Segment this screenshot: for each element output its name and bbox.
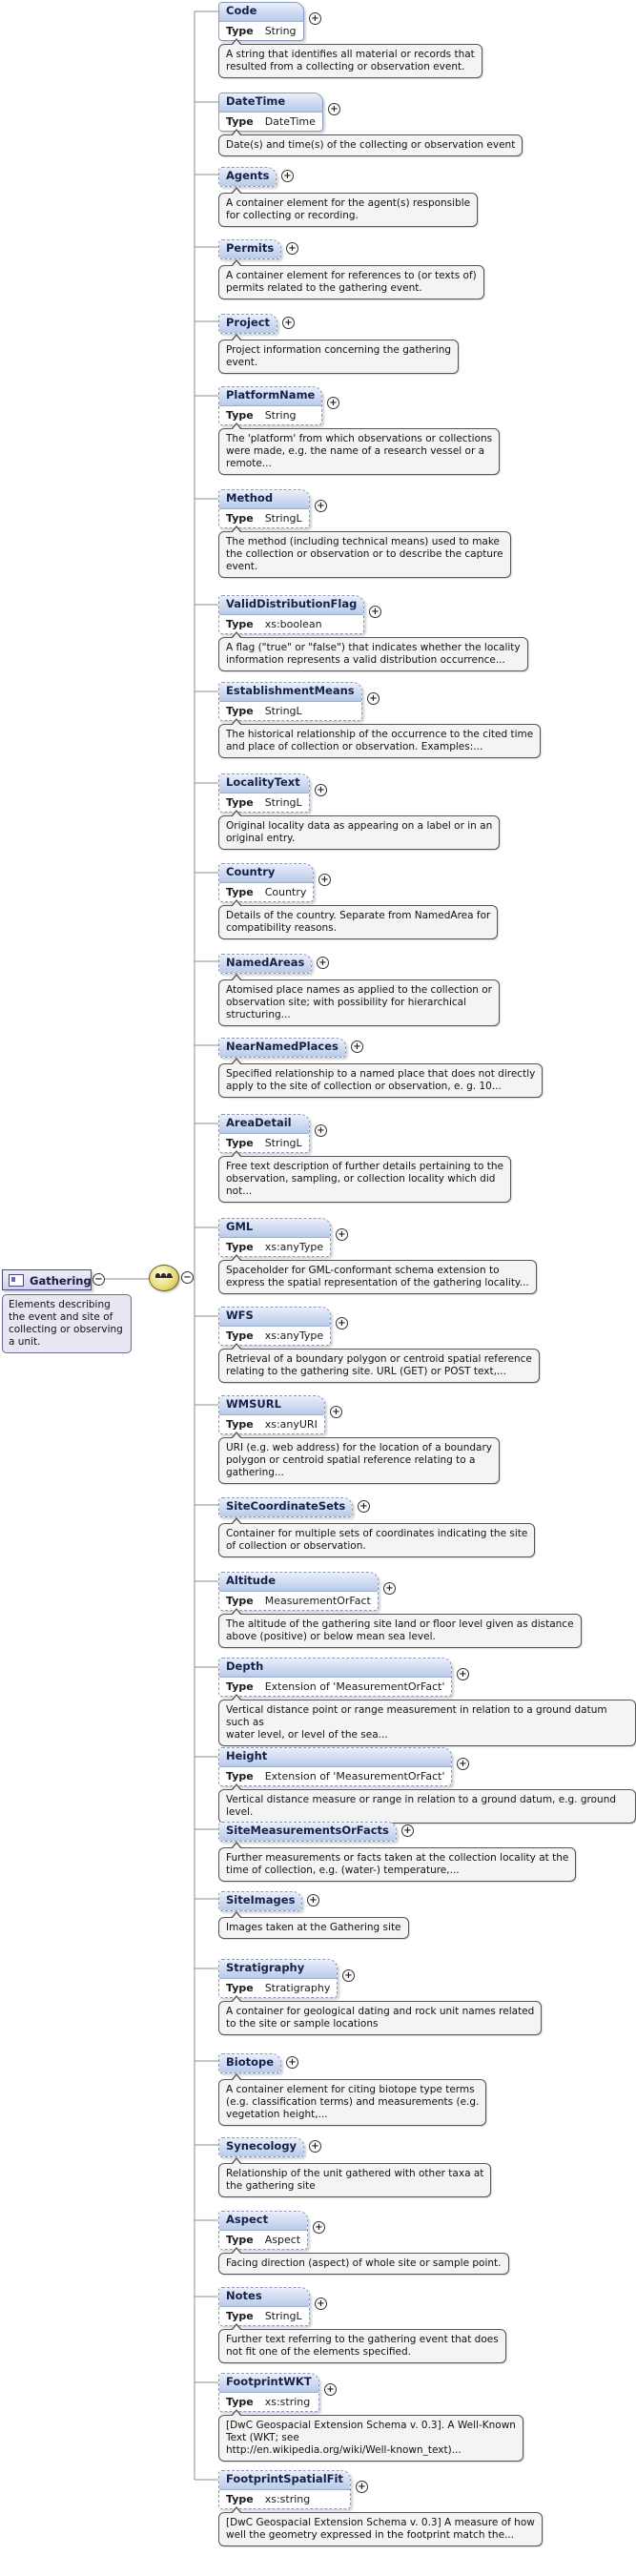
element-name: Stratigraphy: [219, 1960, 337, 1978]
description-line: polygon or centroid spatial reference relating to a: [226, 1454, 476, 1466]
element-type-row: [219, 1133, 309, 1152]
description-line: Specified relationship to a named place that does not directly: [226, 1068, 536, 1080]
expand-icon[interactable]: +: [286, 2056, 298, 2069]
type-label: Type: [226, 2492, 254, 2505]
element-name: NearNamedPlaces: [219, 1039, 345, 1057]
element-description: [218, 1789, 636, 1824]
type-value: StringL: [264, 704, 302, 717]
element-type-row: [219, 2306, 309, 2325]
element-code[interactable]: [218, 2, 304, 41]
type-value: MeasurementOrFact: [264, 1594, 371, 1607]
description-line: Further measurements or facts taken at the collection locality at the: [226, 1852, 569, 1864]
description-line: Spaceholder for GML-conformant schema extension to: [226, 1265, 500, 1276]
element-type-row: [219, 2392, 318, 2411]
element-type-row: [219, 1591, 378, 1610]
description-line: The historical relationship of the occurrence to the cited time: [226, 729, 534, 740]
element-name: EstablishmentMeans: [219, 683, 361, 701]
type-value: Aspect: [264, 2233, 301, 2246]
element-name: PlatformName: [219, 387, 321, 405]
description-line: URI (e.g. web address) for the location of a boundary: [226, 1442, 492, 1453]
element-name: Agents: [219, 168, 276, 186]
type-value: Extension of 'MeasurementOrFact': [264, 1769, 445, 1783]
description-line: above (positive) or below mean sea level.: [226, 1631, 436, 1642]
expand-icon[interactable]: +: [317, 957, 329, 969]
description-line: [DwC Geospacial Extension Schema v. 0.3]. A Well-Known: [226, 2420, 516, 2431]
element-biotope[interactable]: [218, 2053, 281, 2073]
element-name: WFS: [219, 1308, 330, 1326]
expand-icon[interactable]: +: [309, 12, 321, 25]
element-type-row: [219, 1766, 451, 1785]
description-line: observation site; with possibility for hierarchical: [226, 997, 467, 1008]
element-name: NamedAreas: [219, 955, 311, 973]
type-label: Type: [226, 1136, 254, 1149]
element-name: Aspect: [219, 2212, 307, 2230]
element-description: [218, 724, 541, 758]
description-line: Vertical distance point or range measurement in relation to a ground datum such as: [226, 1704, 607, 1728]
element-type-row: [219, 2230, 307, 2249]
element-description: [218, 2415, 523, 2462]
type-value: xs:anyType: [264, 1329, 324, 1342]
element-type-row: [219, 1978, 337, 1997]
expand-icon[interactable]: +: [367, 692, 380, 705]
element-type-row: [219, 882, 313, 901]
expand-icon[interactable]: +: [286, 242, 298, 255]
element-description: [218, 815, 500, 850]
type-label: Type: [226, 2233, 254, 2246]
element-name: Country: [219, 864, 313, 882]
element-description: [218, 1260, 537, 1294]
element-description: [218, 1063, 543, 1098]
element-named-areas[interactable]: [218, 954, 312, 974]
type-label: Type: [226, 704, 254, 717]
type-label: Type: [226, 1680, 254, 1693]
expand-icon[interactable]: +: [358, 1500, 370, 1513]
element-description: [218, 2253, 509, 2275]
description-line: A flag ("true" or "false") that indicates whether the locality: [226, 642, 521, 653]
element-aspect[interactable]: [218, 2211, 308, 2250]
element-type-row: [219, 793, 309, 812]
element-type-row: [219, 112, 322, 131]
type-value: xs:anyType: [264, 1240, 324, 1253]
element-wfs[interactable]: [218, 1307, 331, 1346]
type-value: String: [264, 24, 297, 37]
element-notes[interactable]: [218, 2287, 310, 2326]
element-altitude[interactable]: [218, 1572, 379, 1611]
expand-icon[interactable]: +: [324, 2383, 337, 2396]
element-description: [218, 2001, 542, 2035]
expand-icon[interactable]: +: [351, 1041, 363, 1053]
description-line: express the spatial representation of the gathering locality...: [226, 1277, 529, 1288]
element-description: [218, 44, 482, 78]
expand-icon[interactable]: +: [315, 500, 327, 512]
description-line: (e.g. classification terms) and measurements (e.g.: [226, 2096, 480, 2108]
description-line: event.: [226, 561, 258, 572]
description-line: Date(s) and time(s) of the collecting or observation event: [226, 139, 516, 151]
element-description: [218, 531, 511, 578]
description-line: compatibility reasons.: [226, 922, 337, 934]
type-value: xs:string: [264, 2492, 311, 2505]
element-name: Method: [219, 490, 309, 508]
type-value: Extension of 'MeasurementOrFact': [264, 1680, 445, 1693]
element-name: FootprintWKT: [219, 2374, 318, 2392]
type-label: Type: [226, 795, 254, 809]
description-line: The altitude of the gathering site land or floor level given as distance: [226, 1618, 574, 1630]
element-gml[interactable]: [218, 1218, 331, 1257]
expand-icon[interactable]: +: [328, 103, 340, 115]
type-label: Type: [226, 2395, 254, 2408]
element-footprint-spatial-fit[interactable]: [218, 2470, 351, 2509]
element-date-time[interactable]: [218, 93, 323, 132]
description-line: not...: [226, 1185, 253, 1197]
type-label: Type: [226, 114, 254, 128]
expand-icon[interactable]: +: [282, 317, 295, 329]
element-valid-distribution-flag[interactable]: [218, 595, 364, 634]
element-description: [218, 2079, 486, 2126]
element-locality-text[interactable]: [218, 773, 310, 813]
type-value: Stratigraphy: [264, 1981, 331, 1994]
element-name: FootprintSpatialFit: [219, 2471, 350, 2489]
type-value: StringL: [264, 511, 302, 525]
element-type-row: [219, 1414, 324, 1433]
description-line: [DwC Geospacial Extension Schema v. 0.3] A measure of how: [226, 2517, 535, 2528]
collapse-icon[interactable]: −: [181, 1271, 194, 1284]
expand-icon[interactable]: +: [336, 1317, 348, 1329]
description-line: well the geometry expressed in the footprint match the...: [226, 2529, 515, 2541]
expand-icon[interactable]: +: [315, 1124, 327, 1137]
expand-icon[interactable]: +: [327, 397, 339, 409]
element-name: AreaDetail: [219, 1115, 309, 1133]
collapse-icon[interactable]: −: [92, 1273, 105, 1286]
element-icon: [9, 1274, 24, 1287]
element-footprint-wkt[interactable]: [218, 2373, 319, 2412]
description-line: A container element for references to (or texts of): [226, 270, 477, 281]
sequence-compositor-icon: [149, 1265, 179, 1291]
element-description: [218, 1614, 582, 1648]
expand-icon[interactable]: +: [309, 2140, 321, 2153]
description-line: were made, e.g. the name of a research vessel or a: [226, 445, 485, 457]
description-line: Details of the country. Separate from NamedArea for: [226, 910, 491, 921]
element-site-images[interactable]: [218, 1891, 302, 1911]
description-line: A string that identifies all material or records that: [226, 49, 475, 60]
root-element-name: Gathering: [30, 1274, 92, 1288]
description-line: of collection or observation.: [226, 1540, 366, 1552]
type-value: DateTime: [264, 114, 316, 128]
description-line: for collecting or recording.: [226, 210, 359, 221]
element-description: [218, 979, 500, 1026]
description-line: the collection or observation or to describe the capture: [226, 548, 503, 560]
expand-icon[interactable]: +: [356, 2481, 368, 2493]
description-line: Container for multiple sets of coordinates indicating the site: [226, 1528, 528, 1539]
description-line: original entry.: [226, 833, 296, 844]
element-description: [218, 2329, 506, 2363]
type-value: StringL: [264, 1136, 302, 1149]
element-method[interactable]: [218, 489, 310, 528]
description-line: The 'platform' from which observations or collections: [226, 433, 493, 444]
description-line: remote...: [226, 458, 272, 469]
description-line: time of collection, e.g. (water-) temperature,...: [226, 1865, 460, 1876]
expand-icon[interactable]: +: [313, 2221, 325, 2234]
element-name: SiteImages: [219, 1892, 301, 1910]
type-label: Type: [226, 2309, 254, 2322]
description-line: observation, sampling, or collection locality which did: [226, 1173, 496, 1185]
expand-icon[interactable]: +: [307, 1894, 319, 1906]
expand-icon[interactable]: +: [315, 2298, 327, 2310]
description-line: Facing direction (aspect) of whole site or sample point.: [226, 2257, 502, 2269]
expand-icon[interactable]: +: [457, 1758, 469, 1770]
element-site-coordinate-sets[interactable]: [218, 1497, 353, 1517]
element-name: ValidDistributionFlag: [219, 596, 363, 614]
expand-icon[interactable]: +: [369, 606, 381, 618]
element-type-row: [219, 508, 309, 527]
description-line: resulted from a collecting or observation event.: [226, 61, 465, 72]
element-name: SiteCoordinateSets: [219, 1498, 352, 1516]
type-label: Type: [226, 1329, 254, 1342]
description-line: A container for geological dating and rock unit names related: [226, 2006, 535, 2017]
element-agents[interactable]: [218, 167, 277, 187]
element-type-row: [219, 2489, 350, 2508]
element-site-measurements-or-facts[interactable]: [218, 1822, 397, 1842]
expand-icon[interactable]: +: [336, 1228, 348, 1241]
element-name: Altitude: [219, 1573, 378, 1591]
element-establishment-means[interactable]: [218, 682, 362, 721]
description-line: to the site or sample locations: [226, 2018, 379, 2030]
element-project[interactable]: [218, 314, 277, 334]
element-name: GML: [219, 1219, 330, 1237]
description-line: information represents a valid distribution occurrence...: [226, 654, 505, 666]
description-line: Images taken at the Gathering site: [226, 1922, 401, 1933]
type-label: Type: [226, 511, 254, 525]
description-line: event.: [226, 357, 258, 368]
type-value: StringL: [264, 2309, 302, 2322]
expand-icon[interactable]: +: [315, 784, 327, 796]
element-area-detail[interactable]: [218, 1114, 310, 1153]
type-value: StringL: [264, 795, 302, 809]
description-line: Vertical distance measure or range in relation to a ground datum, e.g. ground level.: [226, 1794, 617, 1818]
type-value: xs:boolean: [264, 617, 322, 630]
element-description: [218, 637, 528, 671]
description-line: relating to the gathering site. URL (GET) or POST text,...: [226, 1366, 506, 1377]
element-type-row: [219, 1237, 330, 1256]
type-label: Type: [226, 1594, 254, 1607]
expand-icon[interactable]: +: [318, 874, 331, 886]
element-name: Biotope: [219, 2054, 280, 2072]
description-line: water level, or level of the sea...: [226, 1729, 388, 1741]
type-value: Country: [264, 885, 307, 898]
element-permits[interactable]: [218, 239, 281, 259]
expand-icon[interactable]: +: [281, 170, 294, 182]
element-description: [218, 1523, 535, 1557]
element-description: [218, 340, 459, 374]
description-line: permits related to the gathering event.: [226, 282, 422, 294]
description-line: Text (WKT; see: [226, 2432, 299, 2443]
description-line: Relationship of the unit gathered with other taxa at: [226, 2168, 484, 2179]
expand-icon[interactable]: +: [401, 1824, 414, 1837]
description-line: the gathering site: [226, 2180, 316, 2192]
type-value: xs:anyURI: [264, 1417, 318, 1431]
element-description: [218, 193, 478, 227]
description-line: Retrieval of a boundary polygon or centroid spatial reference: [226, 1353, 532, 1365]
element-stratigraphy[interactable]: [218, 1959, 338, 1998]
element-type-row: [219, 1326, 330, 1345]
root-description: Elements describing the event and site of collecting or observing a unit.: [2, 1294, 132, 1353]
description-line: and place of collection or observation. Examples:...: [226, 741, 483, 752]
type-value: String: [264, 408, 297, 422]
element-type-row: [219, 21, 303, 40]
type-label: Type: [226, 1769, 254, 1783]
element-name: Project: [219, 315, 277, 333]
element-description: [218, 1917, 409, 1939]
element-name: SiteMeasurementsOrFacts: [219, 1823, 396, 1841]
element-height[interactable]: [218, 1747, 452, 1786]
element-name: LocalityText: [219, 774, 309, 793]
description-line: vegetation height,...: [226, 2109, 328, 2120]
element-description: [218, 428, 500, 475]
element-description: [218, 2512, 543, 2546]
element-description: [218, 1700, 636, 1746]
description-line: Original locality data as appearing on a label or in an: [226, 820, 493, 832]
type-label: Type: [226, 617, 254, 630]
element-description: [218, 1847, 576, 1882]
description-line: Project information concerning the gathering: [226, 344, 452, 356]
element-name: Depth: [219, 1659, 451, 1677]
description-line: The method (including technical means) used to make: [226, 536, 501, 547]
element-description: [218, 134, 523, 156]
element-description: [218, 265, 484, 299]
element-platform-name[interactable]: [218, 386, 322, 425]
element-type-row: [219, 1677, 451, 1696]
type-label: Type: [226, 885, 254, 898]
expand-icon[interactable]: +: [342, 1969, 355, 1982]
description-line: Free text description of further details pertaining to the: [226, 1161, 503, 1172]
element-description: [218, 1349, 540, 1383]
type-value: xs:string: [264, 2395, 311, 2408]
element-description: [218, 1437, 500, 1484]
type-label: Type: [226, 408, 254, 422]
description-line: A container element for the agent(s) responsible: [226, 197, 471, 209]
element-description: [218, 2163, 491, 2197]
description-line: not fit one of the elements specified.: [226, 2346, 411, 2358]
element-type-row: [219, 701, 361, 720]
type-label: Type: [226, 24, 254, 37]
expand-icon[interactable]: +: [457, 1668, 469, 1680]
description-line: http://en.wikipedia.org/wiki/Well-known_text)...: [226, 2444, 462, 2456]
element-name: WMSURL: [219, 1396, 324, 1414]
description-line: A container element for citing biotope type terms: [226, 2084, 475, 2095]
element-near-named-places[interactable]: [218, 1038, 346, 1058]
expand-icon[interactable]: +: [330, 1406, 342, 1418]
element-name: Code: [219, 3, 303, 21]
description-line: gathering...: [226, 1467, 284, 1478]
expand-icon[interactable]: +: [383, 1582, 396, 1595]
type-label: Type: [226, 1417, 254, 1431]
element-name: DateTime: [219, 93, 322, 112]
description-line: Atomised place names as applied to the collection or: [226, 984, 492, 996]
element-name: Notes: [219, 2288, 309, 2306]
description-line: structuring...: [226, 1009, 291, 1020]
element-description: [218, 1156, 511, 1203]
element-name: Synecology: [219, 2138, 303, 2156]
element-type-row: [219, 614, 363, 633]
description-line: Further text referring to the gathering event that does: [226, 2334, 499, 2345]
element-type-row: [219, 405, 321, 424]
element-synecology[interactable]: [218, 2137, 304, 2157]
element-description: [218, 905, 498, 939]
element-wmsurl[interactable]: [218, 1395, 325, 1434]
element-country[interactable]: [218, 863, 314, 902]
root-element-gathering[interactable]: [2, 1269, 92, 1290]
element-depth[interactable]: [218, 1658, 452, 1697]
type-label: Type: [226, 1981, 254, 1994]
element-name: Height: [219, 1748, 451, 1766]
type-label: Type: [226, 1240, 254, 1253]
element-name: Permits: [219, 240, 280, 258]
description-line: apply to the site of collection or observation, e. g. 10...: [226, 1081, 502, 1092]
